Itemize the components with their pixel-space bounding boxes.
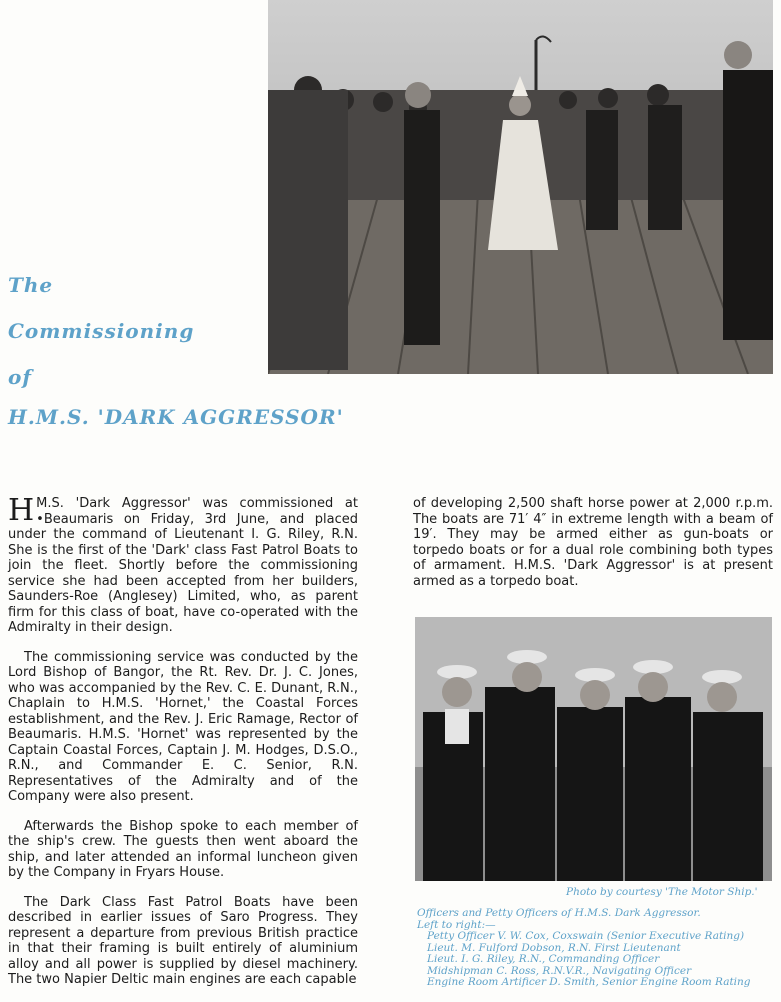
paragraph-1-text: M.S. 'Dark Aggressor' was commissioned at •Beaumaris on Friday, 3rd June, and placed under the command of Lieutenant I. G. Riley, R.N. She is the first of the 'Dark' class Fast Patrol Boats to join the fleet. Shortly before the commissioning service she had been accepted from her builders, Saunders-Roe (Anglesey) Limited, who, as parent firm for this class of boat, have co-operated with the Admiralty in their design.	[8, 496, 358, 635]
ceremony-photo-drawing	[268, 0, 773, 374]
title-line-1: The	[8, 273, 54, 297]
paragraph-5: of developing 2,500 shaft horse power at 2,000 r.p.m. The boats are 71′ 4″ in extreme length with a beam of 19′. They may be armed either as gun-boats or torpedo boats or for a dual role combining both types of armament. H.M.S. 'Dark Aggressor' is at present armed as a torpedo boat.	[413, 496, 773, 589]
officers-photo	[415, 617, 772, 881]
paragraph-2: The commissioning service was conducted by the Lord Bishop of Bangor, the Rt. Rev. Dr. J. C. Jones, who was accompanied by the Rev. C. E. Dunant, R.N., Chaplain to H.M.S. 'Hornet,' the Coastal Forces establishment, and the Rev. J. Eric Ramage, Rector of Beaumaris. H.M.S. 'Hornet' was represented by the Captain Coastal Forces, Captain J. M. Hodges, D.S.O., R.N., and Commander E. C. Senior, R.N. Representatives of the Admiralty and of the Company were also present.	[8, 649, 358, 804]
paragraph-1	[8, 493, 358, 636]
drop-cap: H	[8, 493, 35, 528]
title-line-4: H.M.S. 'DARK AGGRESSOR'	[8, 405, 344, 429]
caption-person: Lieut. M. Fulford Dobson, R.N. First Lieutenant	[427, 941, 681, 954]
ceremony-photo	[268, 0, 773, 374]
title-line-3: of	[8, 365, 32, 389]
officers-photo-drawing	[415, 617, 772, 881]
caption-person: Midshipman C. Ross, R.N.V.R., Navigating Officer	[427, 964, 692, 977]
photo-credit: Photo by courtesy 'The Motor Ship.'	[566, 886, 758, 898]
caption-left-to-right: Left to right:—	[417, 918, 496, 931]
photo-caption	[417, 908, 751, 989]
article-left-column	[8, 493, 358, 1002]
title-line-2: Commissioning	[8, 319, 195, 343]
paragraph-3: Afterwards the Bishop spoke to each member of the ship's crew. The guests then went aboard the ship, and later attended an informal luncheon given by the Company in Fryars House.	[8, 818, 358, 880]
caption-heading: Officers and Petty Officers of H.M.S. Dark Aggressor.	[417, 907, 701, 919]
caption-person: Petty Officer V. W. Cox, Coxswain (Senior Executive Rating)	[427, 930, 745, 942]
caption-person: Engine Room Artificer D. Smith, Senior Engine Room Rating	[427, 976, 751, 988]
paragraph-4: The Dark Class Fast Patrol Boats have been described in earlier issues of Saro Progress. They represent a departure from previous British practice in that their framing is built entirely of aluminium alloy and all power is supplied by diesel machinery. The two Napier Deltic main engines are each capable	[8, 894, 358, 987]
article-right-column	[413, 496, 773, 603]
caption-person: Lieut. I. G. Riley, R.N., Commanding Officer	[427, 953, 660, 965]
